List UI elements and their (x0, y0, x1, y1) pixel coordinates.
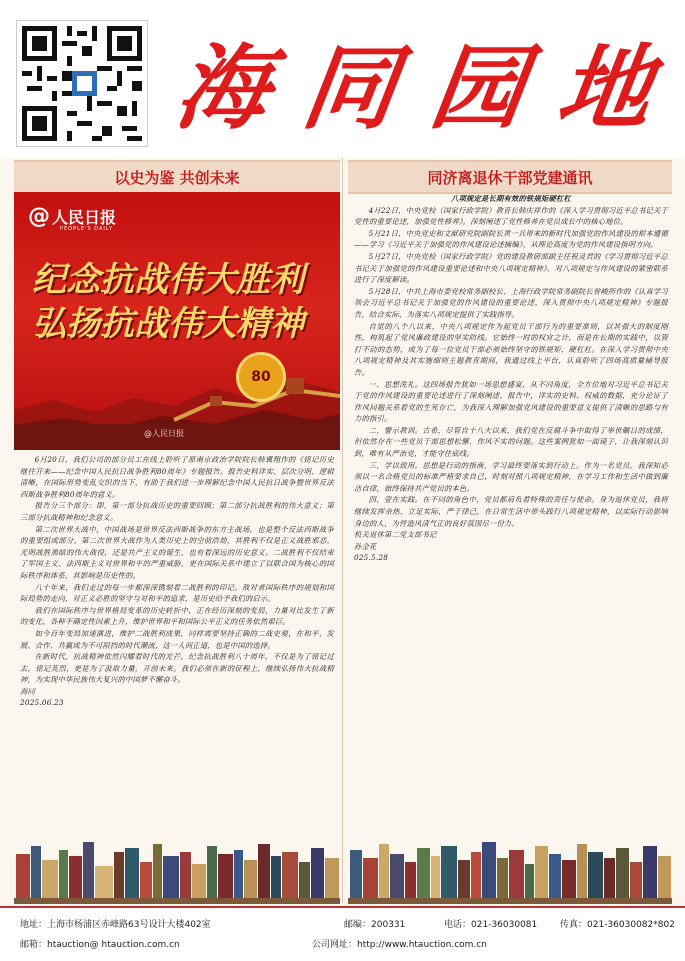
website-label: 公司网址： (312, 940, 358, 950)
website-link[interactable]: http://www.htauction.com.cn (357, 940, 487, 950)
email-label: 邮箱： (20, 940, 48, 950)
phone-label: 电话： (444, 920, 472, 930)
postcode-value: 200331 (371, 920, 406, 930)
right-signer: 孙金花 (354, 541, 377, 551)
left-date: 2025.06.23 (20, 698, 64, 708)
phone (444, 917, 537, 930)
paragraph: 八十年来，我们走过的每一步都深深镌刻着二战胜利的印记。敌对者国际秩序的规划和国际局势的走向，对正义必胜的坚守与对和平的追求，是历史给予我们的启示。 (20, 582, 334, 604)
paragraph: 在新时代，抗战精神依然闪耀着时代的光芒。纪念抗战胜利八十周年，不仅是为了铭记过去，铭记英烈，更是为了汲取力量，开创未来。我们必须在新的征程上，继续弘扬伟大抗战精神，为实现中华民族伟大复兴的中国梦不懈奋斗。 (20, 652, 334, 685)
paragraph: 四、壹在实践。在不同的角色中，党员都肩负着特殊的责任与使命。身为退休党员，我将继续发挥余热，立足实际，严于律己，在日常生活中带头践行八项规定精神，以实际行动影响身边的人，为营造风清气正的良好氛围尽一份力。 (354, 495, 668, 528)
column-divider (342, 158, 343, 903)
paragraph: 第二次世界大战中，中国战场是世界反法西斯战争的东方主战场，也是整个反法西斯战争的重要组成部分。第二次世界大战作为人类历史上的空前浩劫，其胜利不仅是正义战胜邪恶、光明战胜黑暗的伟大战役，还是共产主义的诞生，也有着深远的历史意义。二战胜利不仅结束了军国主义、法西斯主义对世界和平的严重威胁，更在国际关系中建立了以联合国为核心的国际秩序和体系，其影响是历史性的。 (20, 524, 334, 580)
phone-value: 021-36030081 (471, 920, 538, 930)
paragraph: 自觉的八个八以来，中央八项规定作为起党员干部行为的重要准则，以其强大的制度刚性，构筑起了党风廉政建设的坚实防线。它始终一时的权宜之计，而是在长期的实践中，以管打不动的态势，成为了每一位党员干部必须始终坚守的铁规矩、硬杠杠。在深入学习贯彻中央八项规定精神及其实施细则主题教育期间，我通过线上平台，认真聆听了四场高质量辅导报告。 (354, 321, 668, 377)
article-subhead: 八项规定是长期有效的铁规矩硬杠杠 (451, 194, 571, 203)
paragraph: 4月22日，中央党校（国家行政学院）教育长韩庆祥作的《深入学习贯彻习近平总书记关于党性的重要论述，加强党性修养》，深刻阐述了党性修养在党员成长中的核心地位。 (354, 205, 668, 227)
right-signature: 机关退休第二党支部书记 (354, 530, 437, 540)
postcode (344, 917, 405, 930)
right-section-title: 同济离退休干部党建通讯 (427, 168, 593, 187)
title-char: 同 (296, 34, 404, 142)
poster-line-1: 纪念抗战伟大胜利 (32, 260, 304, 300)
logo-name: 人民日报 (52, 208, 117, 227)
paragraph: 如今百年变局加速演进，维护二战胜利成果，同样需要坚持正确的二战史观，在和平、发展、合作、共赢成为不可阻挡的时代潮流，这一人间正道，也是中国的选择。 (20, 628, 334, 650)
fax-label: 传真： (560, 920, 588, 930)
paragraph: 报告分三个部分：即，第一部分抗战历史的重要回顾；第二部分抗战胜利的伟大意义；第三部分抗战精神和纪念意义。 (20, 501, 334, 522)
paragraph: 我们在国际秩序与世界格局变革的历史转折中，正在经历深刻的变局，力量对比发生了新的变化，各种不确定性因素上升，维护世界和平和国际公平正义的任务依然艰巨。 (20, 605, 334, 627)
bookshelf-illustration-left (14, 826, 340, 904)
left-article (20, 454, 334, 709)
paragraph: 5月27日，中央党校（国家行政学院）党的建设教研部副主任祝灵君的《学习贯彻习近平总书记关于加强党的作风建设重要论述和中央八项规定精神》，对八项规定与作风建设的紧密联系进行了深度解读。 (354, 251, 668, 285)
right-date: 025.5.28 (354, 553, 389, 563)
paragraph: 5月28日，中共上海市委党校常务副校长、上海行政学院常务副院长曾峻所作的《认真学习领会习近平总书记关于加强党的作风建设的重要论述，深入贯彻中央八项规定精神》专题报告，结合实际，为落实八项规定提供了实践指导。 (354, 286, 668, 319)
website[interactable] (312, 937, 487, 950)
paragraph: 6月20日，我们公司的部分员工在线上聆听了原南京政治学院院长韩冀翔作的《铭记历史 继往开来——纪念中国人民抗日战争胜利80周年》专题报告。报告史料详实、层次分明、逻辑清晰，在国际形势变乱交织的当下，有助于我们进一步理解纪念中国人民抗日战争暨世界反法西斯战争胜利80周年的意义。 (20, 455, 334, 499)
masthead-title (160, 22, 670, 140)
qr-code[interactable] (16, 20, 148, 147)
bookshelf-illustration-right (348, 826, 672, 904)
logo-en: PEOPLE'S DAILY (60, 226, 114, 232)
poster-line-2: 弘扬抗战伟大精神 (32, 304, 304, 344)
paragraph: 二、警示教训。古希，尽管自十八大以来，我们党在反腐斗争中取得了举世瞩目的成绩，但依然存在一些党员干部思想松懈、作风不实的问题。这些案例犹如一面镜子，让我深刻认识到，唯有从严治党，才能守住底线。 (354, 425, 668, 459)
right-article (354, 193, 668, 564)
title-char: 海 (169, 34, 277, 142)
contact-footer (0, 906, 685, 961)
peoples-daily-logo (28, 204, 117, 232)
email-value[interactable]: htauction@ htauction.com.cn (47, 940, 180, 950)
left-signature: 海同 (20, 686, 35, 696)
right-section-bar (348, 160, 672, 194)
title-char: 园 (424, 34, 532, 142)
title-char: 地 (551, 34, 659, 142)
80-badge: 80 (236, 352, 286, 402)
logo-at: @ (28, 204, 50, 229)
address-value: 上海市杨浦区赤峰路63号设计大楼402室 (47, 920, 211, 930)
paragraph: 一、思想洗礼。这四场报告犹如一场思想盛宴，从不同角度，全方位地对习近平总书记关于党的作风建设的重要论述进行了深刻阐述，报告中，详实的史料、权威的数据，充分论证了作风问题关系着党的生死存亡，为我深入理解加强党风建设的重要意义提供了清晰的思路与有力的指引。 (354, 379, 668, 424)
fax (560, 917, 675, 930)
paragraph: 5月21日，中央党史和文献研究院副院长黄一兵带来的新时代加强党的作风建设的根本遵循——学习《习近平关于加强党的作风建设论述摘编》，从理论高度为党的作风建设指明方向。 (354, 228, 668, 250)
anniversary-poster (14, 192, 340, 450)
address (20, 917, 211, 930)
left-section-title: 以史为鉴 共创未来 (114, 168, 240, 187)
fax-value: 021-36030082*802 (587, 920, 675, 930)
postcode-label: 邮编： (344, 920, 372, 930)
paragraph: 三、学以致用。思想是行动的指南，学习最终要落实到行动上。作为一名党员，我深知必须以一名合格党员的标准严格要求自己，时刻对照八项规定精神，在学习工作和生活中做到廉洁自律，始终保持共产党员的本色。 (354, 460, 668, 493)
address-label: 地址： (20, 920, 48, 930)
poster-footer (14, 424, 340, 450)
poster-footer-text: @人民日报 (144, 429, 184, 438)
email[interactable] (20, 937, 180, 950)
left-section-bar (14, 160, 340, 194)
masthead (0, 0, 685, 158)
